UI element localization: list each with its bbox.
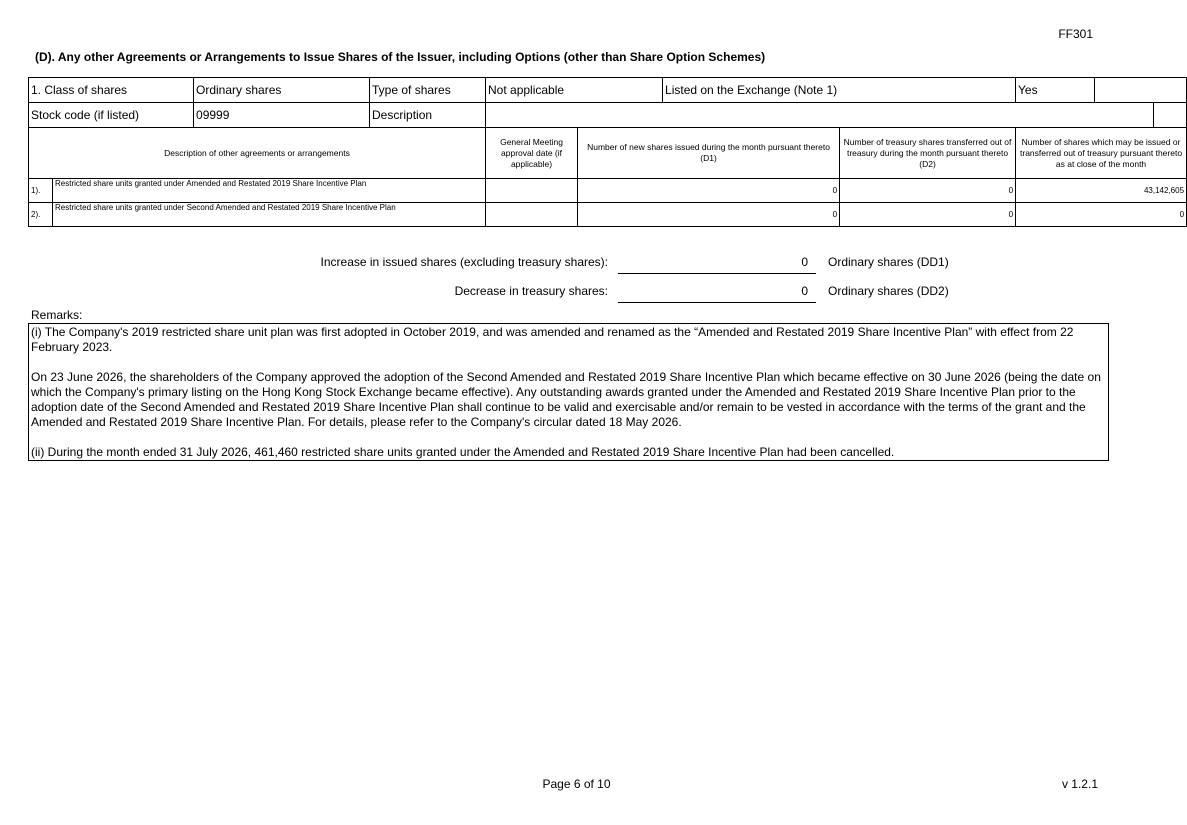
remarks-label: Remarks: xyxy=(31,308,83,322)
header-description: Description of other agreements or arrangements xyxy=(29,128,486,179)
row-gm-date xyxy=(486,179,578,203)
row-issuable: 43,142,605 xyxy=(1016,179,1187,203)
remarks-box xyxy=(28,323,1109,461)
class-of-shares-value: Ordinary shares xyxy=(194,78,370,103)
page-number: Page 6 of 10 xyxy=(542,777,611,791)
listed-extra-cell xyxy=(1095,78,1187,103)
class-of-shares-label: 1. Class of shares xyxy=(29,78,194,103)
row-description: Restricted share units granted under Amended and Restated 2019 Share Incentive Plan xyxy=(53,179,486,203)
row-gm-date xyxy=(486,203,578,227)
stock-code-label: Stock code (if listed) xyxy=(29,103,194,128)
version-label: v 1.2.1 xyxy=(1061,777,1098,791)
row-d2: 0 xyxy=(840,179,1016,203)
row-d1: 0 xyxy=(578,179,840,203)
remark-paragraph: On 23 June 2026, the shareholders of the Company approved the adoption of the Second Amended and Restated 2019 Share Incentive Plan which became effective on 30 June 2026 (being the date on which the Company's primary listing on the Hong Kong Stock Exchange became effective). Any outstanding awards granted under the Amended and Restated 2019 Share Incentive Plan prior to the adoption date of the Second Amended and Restated 2019 Share Incentive Plan shall continue to be valid and exercisable and/or remain to be vested in accordance with the terms of the grant and the Amended and Restated 2019 Share Incentive Plan. For details, please refer to the Company's circular dated 18 May 2026. xyxy=(31,370,1101,429)
stock-code-row xyxy=(29,103,1187,128)
header-d1: Number of new shares issued during the month pursuant thereto (D1) xyxy=(578,128,840,179)
type-of-shares-label: Type of shares xyxy=(370,78,486,103)
table-row xyxy=(29,179,1187,203)
increase-value: 0 xyxy=(801,255,808,269)
decrease-unit: Ordinary shares (DD2) xyxy=(828,284,949,298)
decrease-value: 0 xyxy=(801,284,808,298)
increase-unit: Ordinary shares (DD1) xyxy=(828,255,949,269)
row-description: Restricted share units granted under Second Amended and Restated 2019 Share Incentive Plan xyxy=(53,203,486,227)
class-of-shares-row xyxy=(29,78,1187,103)
row-index: 2). xyxy=(29,203,53,227)
increase-label: Increase in issued shares (excluding treasury shares): xyxy=(320,255,608,269)
decrease-label: Decrease in treasury shares: xyxy=(454,284,608,298)
row-issuable: 0 xyxy=(1016,203,1187,227)
table-row xyxy=(29,203,1187,227)
row-index: 1). xyxy=(29,179,53,203)
agreements-table xyxy=(28,77,1187,227)
listed-on-exchange-value: Yes xyxy=(1016,78,1095,103)
increase-underline xyxy=(618,273,816,274)
description-label: Description xyxy=(370,103,486,128)
decrease-underline xyxy=(618,302,816,303)
stock-code-value: 09999 xyxy=(194,103,370,128)
row-d2: 0 xyxy=(840,203,1016,227)
description-value xyxy=(486,103,1154,128)
header-general-meeting: General Meeting approval date (if applicable) xyxy=(486,128,578,179)
listed-on-exchange-label: Listed on the Exchange (Note 1) xyxy=(663,78,1016,103)
description-extra-cell xyxy=(1154,103,1187,128)
type-of-shares-value: Not applicable xyxy=(486,78,663,103)
form-code: FF301 xyxy=(1058,27,1093,41)
remark-paragraph: (ii) During the month ended 31 July 2026, 461,460 restricted share units granted under the Amended and Restated 2019 Share Incentive Plan had been cancelled. xyxy=(31,445,895,459)
section-title: (D). Any other Agreements or Arrangements to Issue Shares of the Issuer, including Options (other than Share Option Schemes) xyxy=(35,50,766,64)
row-d1: 0 xyxy=(578,203,840,227)
column-header-row xyxy=(29,128,1187,179)
header-d2: Number of treasury shares transferred out of treasury during the month pursuant thereto (D2) xyxy=(840,128,1016,179)
remark-paragraph: (i) The Company's 2019 restricted share unit plan was first adopted in October 2019, and was amended and renamed as the “Amended and Restated 2019 Share Incentive Plan” with effect from 22 February 2023. xyxy=(31,325,1074,354)
header-issuable: Number of shares which may be issued or transferred out of treasury pursuant thereto as at close of the month xyxy=(1016,128,1187,179)
